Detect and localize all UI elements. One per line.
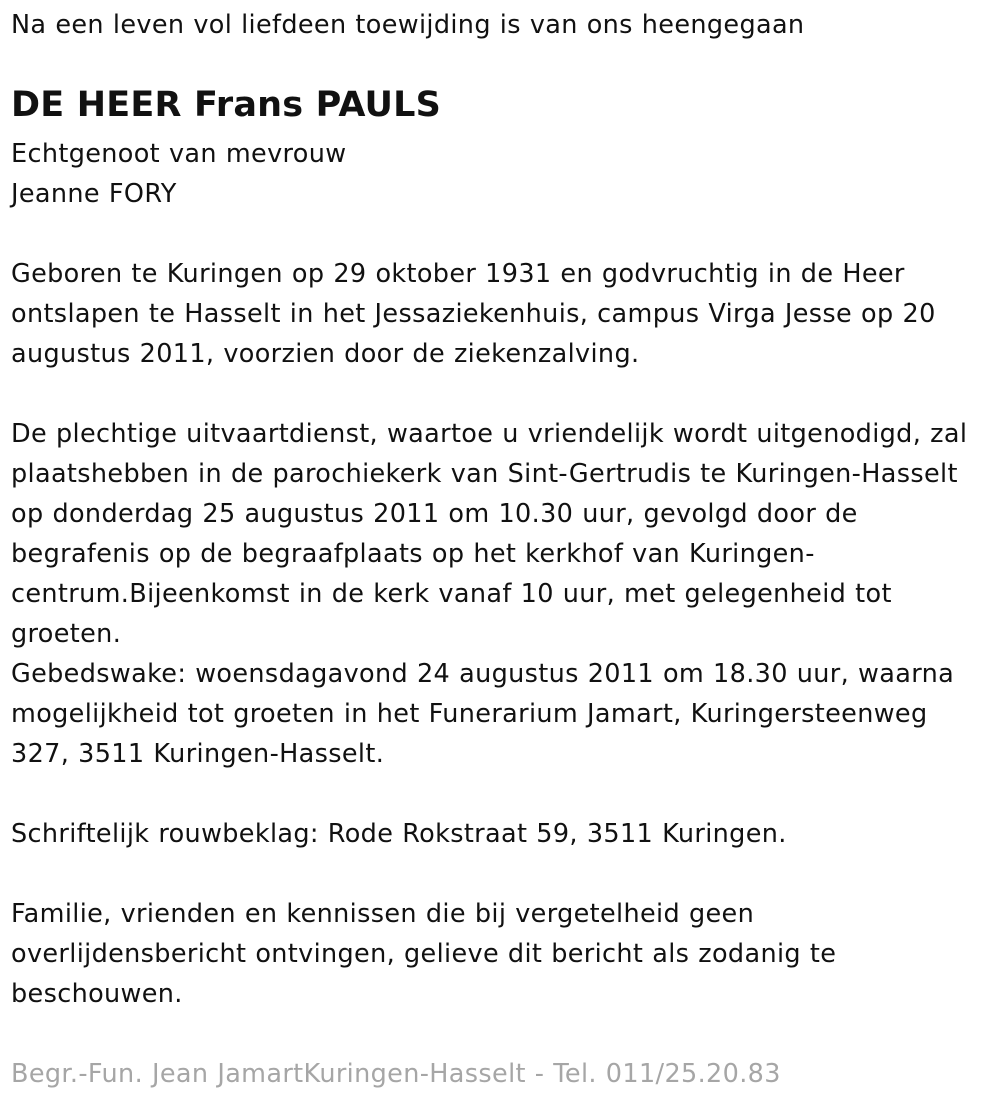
funeral-line-2: plaatshebben in de parochiekerk van Sint-Gertrudis te Kuringen-Hasselt	[11, 459, 958, 489]
vigil-line-1: Gebedswake: woensdagavond 24 augustus 2011 om 18.30 uur, waarna	[11, 659, 955, 689]
funeral-line-3: op donderdag 25 augustus 2011 om 10.30 uur, gevolgd door de	[11, 499, 858, 529]
birth-death-line-3: augustus 2011, voorzien door de ziekenzalving.	[11, 339, 640, 369]
deceased-name: DE HEER Frans PAULS	[11, 85, 442, 125]
condolences-line: Schriftelijk rouwbeklag: Rode Rokstraat 59, 3511 Kuringen.	[11, 819, 787, 849]
birth-death-line-2: ontslapen te Hasselt in het Jessaziekenhuis, campus Virga Jesse op 20	[11, 299, 936, 329]
funeral-line-5: centrum.Bijeenkomst in de kerk vanaf 10 uur, met gelegenheid tot	[11, 579, 892, 609]
funeral-line-1: De plechtige uitvaartdienst, waartoe u vriendelijk wordt uitgenodigd, zal	[11, 419, 968, 449]
intro-line: Na een leven vol liefdeen toewijding is van ons heengegaan	[11, 10, 805, 40]
funeral-home-footer: Begr.-Fun. Jean JamartKuringen-Hasselt - Tel. 011/25.20.83	[11, 1059, 781, 1089]
spouse-line-2: Jeanne FORY	[11, 179, 177, 209]
funeral-line-6: groeten.	[11, 619, 122, 649]
vigil-line-2: mogelijkheid tot groeten in het Funerarium Jamart, Kuringersteenweg	[11, 699, 928, 729]
vigil-line-3: 327, 3511 Kuringen-Hasselt.	[11, 739, 385, 769]
spouse-line-1: Echtgenoot van mevrouw	[11, 139, 347, 169]
notice-line-1: Familie, vrienden en kennissen die bij vergetelheid geen	[11, 899, 755, 929]
birth-death-line-1: Geboren te Kuringen op 29 oktober 1931 en godvruchtig in de Heer	[11, 259, 905, 289]
notice-line-2: overlijdensbericht ontvingen, gelieve dit bericht als zodanig te	[11, 939, 837, 969]
funeral-line-4: begrafenis op de begraafplaats op het kerkhof van Kuringen-	[11, 539, 815, 569]
notice-line-3: beschouwen.	[11, 979, 183, 1009]
